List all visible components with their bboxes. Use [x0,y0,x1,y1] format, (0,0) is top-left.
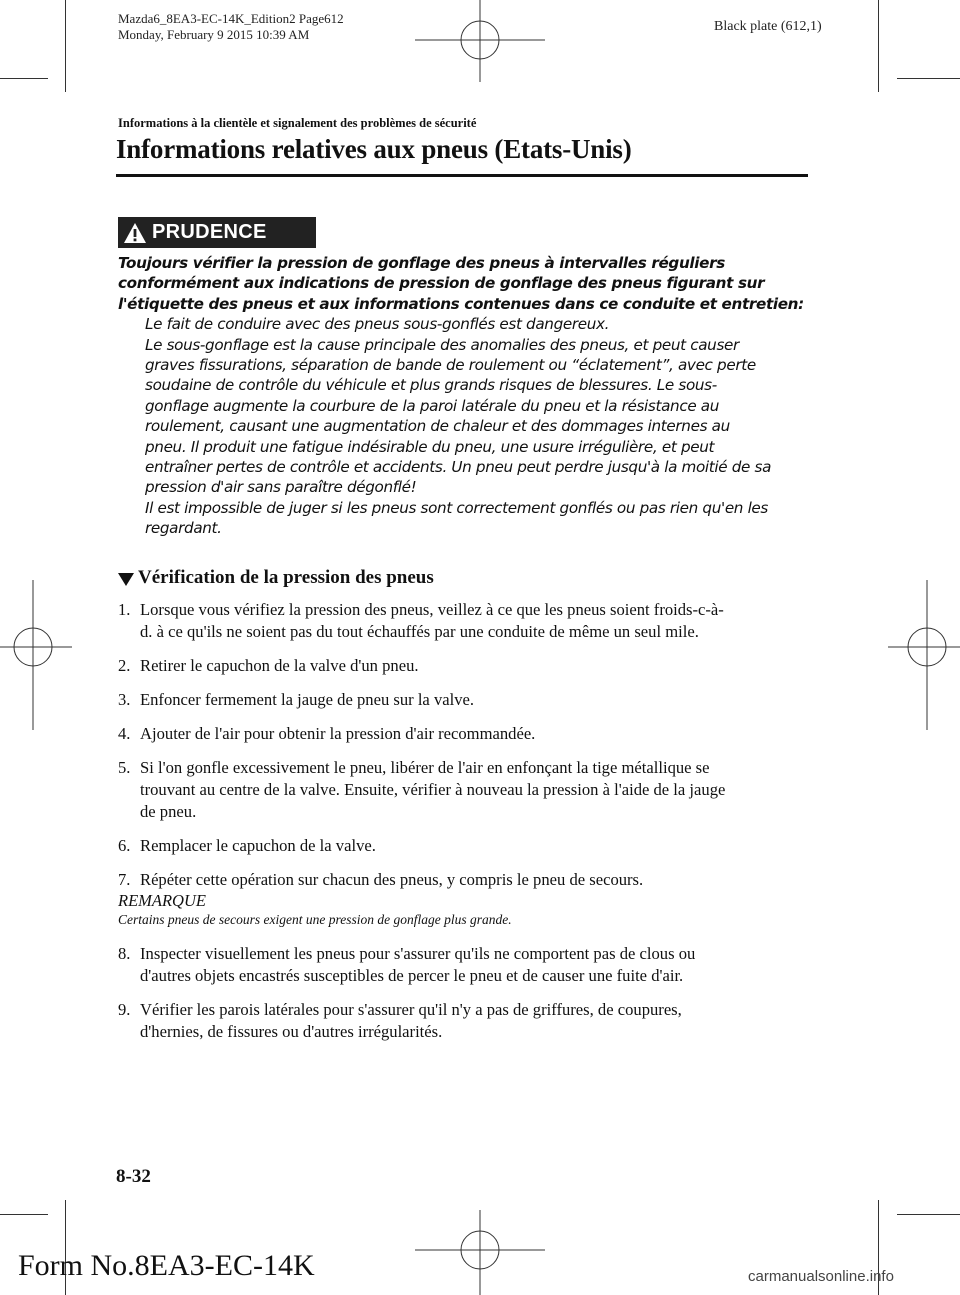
step-number: 9. [118,1000,131,1019]
caution-body-line: regardant. [145,519,222,538]
list-item [118,599,808,643]
file-info-line2: Monday, February 9 2015 10:39 AM [118,27,310,42]
watermark: carmanualsonline.info [748,1268,894,1285]
step-number: 2. [118,656,131,675]
step-number: 4. [118,724,131,743]
caution-text-block [118,253,818,539]
title-rule [116,174,808,177]
step-line: Vérifier les parois latérales pour s'assurer qu'il n'y a pas de griffures, de coupures, [140,1000,682,1019]
step-line: Enfoncer fermement la jauge de pneu sur la valve. [140,690,475,709]
list-item [118,689,808,711]
caution-body-line: Il est impossible de juger si les pneus sont correctement gonflés ou pas rien qu'en les [145,498,768,517]
step-line: d. à ce qu'ils ne soient pas du tout échauffés par une conduite de même un seul mile. [140,622,699,641]
remark-heading: REMARQUE [118,891,206,910]
caution-body-line: pneu. Il produit une fatigue indésirable du pneu, une usure irrégulière, et peut [145,437,715,456]
step-line: Répéter cette opération sur chacun des pneus, y compris le pneu de secours. [140,870,644,889]
caution-body-line: roulement, causant une augmentation de chaleur et des dommages internes au [145,417,730,436]
caution-body-line: soudaine de contrôle du véhicule et plus grands risques de blessures. Le sous- [145,376,717,395]
list-item [118,757,808,823]
page-number: 8-32 [116,1166,151,1187]
step-line: de pneu. [140,802,197,821]
warning-triangle-icon [118,217,152,248]
caution-lead-line: conformément aux indications de pression de gonflage des pneus figurant sur [118,274,765,293]
registration-mark-right [888,580,960,730]
step-number: 1. [118,600,131,619]
caution-label: PRUDENCE [152,221,267,243]
caution-body-line: entraîner pertes de contrôle et accidents. Un pneu peut perdre jusqu'à la moitié de sa [145,458,772,477]
caution-body-line: pression d'air sans paraître dégonflé! [145,478,417,497]
step-number: 6. [118,836,131,855]
caution-body-line: graves fissurations, séparation de bande de roulement ou “éclatement”, avec perte [145,356,756,375]
list-item [118,723,808,745]
caution-lead-line: l'étiquette des pneus et aux informations contenues dans ce conduite et entretien: [118,294,804,313]
step-line: trouvant au centre de la valve. Ensuite, vérifier à nouveau la pression à l'aide de la jauge [140,780,726,799]
caution-body-line: gonflage augmente la courbure de la paroi latérale du pneu et la résistance au [145,396,720,415]
caution-lead-line: Toujours vérifier la pression de gonflage des pneus à intervalles réguliers [118,254,725,272]
remark-text: Certains pneus de secours exigent une pression de gonflage plus grande. [118,912,512,927]
step-number: 7. [118,870,131,889]
list-item [118,655,808,677]
step-line: d'autres objets encastrés susceptibles de percer le pneu et de causer une fuite d'air. [140,966,684,985]
registration-mark-left [0,580,72,730]
list-item [118,869,808,891]
step-number: 5. [118,758,131,777]
section-label: Informations à la clientèle et signalement des problèmes de sécurité [118,116,477,130]
list-item [118,999,808,1043]
registration-mark-top [415,0,545,90]
step-line: Remplacer le capuchon de la valve. [140,836,376,855]
list-item [118,943,808,987]
step-number: 8. [118,944,131,963]
step-line: Inspecter visuellement les pneus pour s'assurer qu'ils ne comportent pas de clous ou [140,944,696,963]
step-line: Ajouter de l'air pour obtenir la pression d'air recommandée. [140,724,536,743]
steps-list-continued [118,943,808,1043]
subsection-title: Vérification de la pression des pneus [138,567,434,588]
plate-info: Black plate (612,1) [714,19,822,34]
step-line: Lorsque vous vérifiez la pression des pneus, veillez à ce que les pneus soient froids-c-à- [140,600,724,619]
step-line: d'hernies, de fissures ou d'autres irrégularités. [140,1022,443,1041]
caution-body-line: Le sous-gonflage est la cause principale des anomalies des pneus, et peut causer [145,335,739,354]
form-number: Form No.8EA3-EC-14K [18,1249,315,1282]
list-item [118,835,808,857]
step-line: Retirer le capuchon de la valve d'un pneu. [140,656,419,675]
steps-list [118,599,808,891]
subsection-heading [118,567,434,589]
file-info-line1: Mazda6_8EA3-EC-14K_Edition2 Page612 [118,11,344,26]
step-number: 3. [118,690,131,709]
down-triangle-icon [118,573,134,586]
caution-body-line: Le fait de conduire avec des pneus sous-gonflés est dangereux. [145,315,610,334]
caution-badge [118,217,316,248]
step-line: Si l'on gonfle excessivement le pneu, libérer de l'air en enfonçant la tige métallique se [140,758,710,777]
registration-mark-bottom [415,1210,545,1295]
page-title: Informations relatives aux pneus (Etats-Unis) [116,134,632,164]
